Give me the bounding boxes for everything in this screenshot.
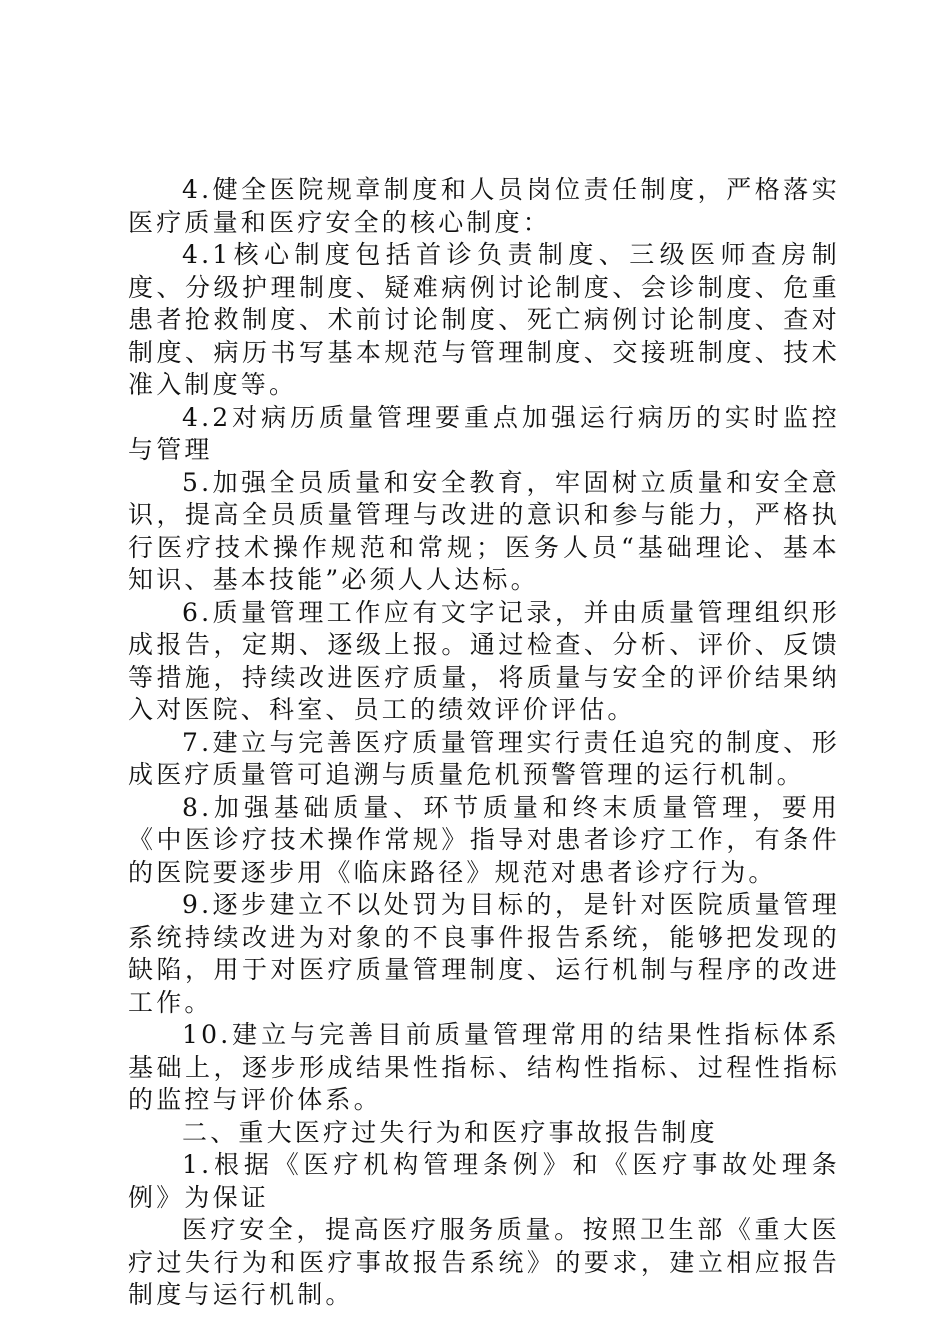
paragraph-4-1: 4.1核心制度包括首诊负责制度、三级医师查房制度、分级护理制度、疑难病例讨论制度、会诊制度、危重患者抢救制度、术前讨论制度、死亡病例讨论制度、查对制度、病历书写基本规范与管理制度、交接班制度、技术准入制度等。 [128,240,840,399]
document-body [128,174,840,1312]
paragraph-s2-1: 1.根据《医疗机构管理条例》和《医疗事故处理条例》为保证 [128,1150,840,1212]
paragraph-4: 4.健全医院规章制度和人员岗位责任制度，严格落实医疗质量和医疗安全的核心制度： [128,175,840,237]
paragraph-5: 5.加强全员质量和安全教育，牢固树立质量和安全意识，提高全员质量管理与改进的意识和参与能力，严格执行医疗技术操作规范和常规；医务人员“基础理论、基本知识、基本技能”必须人人达标。 [128,467,840,594]
paragraph-6: 6.质量管理工作应有文字记录，并由质量管理组织形成报告，定期、逐级上报。通过检查、分析、评价、反馈等措施，持续改进医疗质量，将质量与安全的评价结果纳入对医院、科室、员工的绩效评价评估。 [128,597,840,724]
paragraph-9: 9.逐步建立不以处罚为目标的，是针对医院质量管理系统持续改进为对象的不良事件报告系统，能够把发现的缺陷，用于对医疗质量管理制度、运行机制与程序的改进工作。 [128,890,840,1017]
section-heading-2: 二、重大医疗过失行为和医疗事故报告制度 [182,1117,718,1147]
paragraph-10: 10.建立与完善目前质量管理常用的结果性指标体系基础上，逐步形成结果性指标、结构性指标、过程性指标的监控与评价体系。 [128,1020,840,1114]
paragraph-7: 7.建立与完善医疗质量管理实行责任追究的制度、形成医疗质量管可追溯与质量危机预警管理的运行机制。 [128,727,840,789]
paragraph-s2-1-cont: 医疗安全，提高医疗服务质量。按照卫生部《重大医疗过失行为和医疗事故报告系统》的要求，建立相应报告制度与运行机制。 [128,1215,840,1309]
paragraph-4-2: 4.2对病历质量管理要重点加强运行病历的实时监控与管理 [128,402,840,464]
paragraph-8: 8.加强基础质量、环节质量和终末质量管理，要用《中医诊疗技术操作常规》指导对患者诊疗工作，有条件的医院要逐步用《临床路径》规范对患者诊疗行为。 [128,792,840,887]
